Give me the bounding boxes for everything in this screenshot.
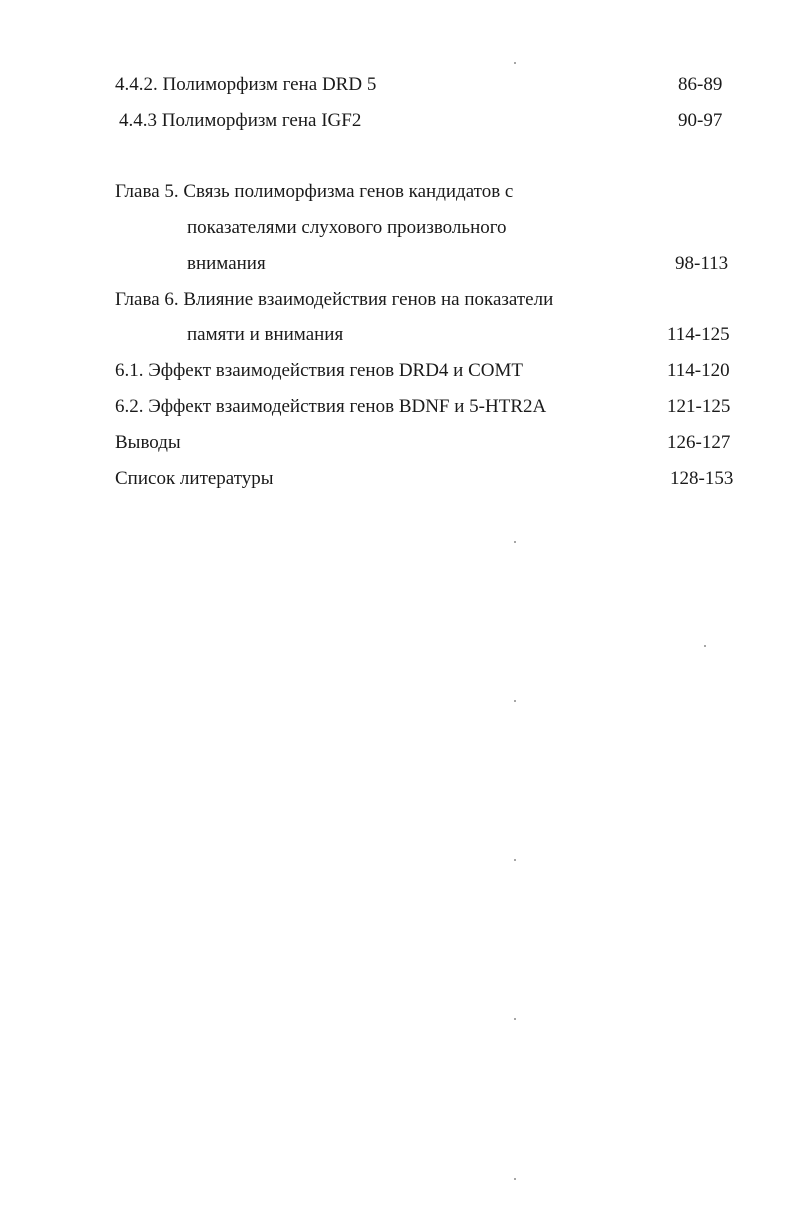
toc-entry-4-4-2-title: 4.4.2. Полиморфизм гена DRD 5 xyxy=(115,74,377,95)
scan-speck xyxy=(704,645,706,647)
scan-speck xyxy=(514,62,516,64)
toc-entry-4-4-3-title: 4.4.3 Полиморфизм гена IGF2 xyxy=(119,110,362,131)
toc-chapter-6-title-line-1: Глава 6. Влияние взаимодействия генов на показатели xyxy=(115,289,554,310)
toc-entry-4-4-2-pages: 86-89 xyxy=(678,74,723,95)
toc-entry-6-1-pages: 114-120 xyxy=(667,360,730,381)
toc-entry-6-1-title: 6.1. Эффект взаимодействия генов DRD4 и COMT xyxy=(115,360,523,381)
scan-speck xyxy=(514,700,516,702)
toc-entry-6-2-pages: 121-125 xyxy=(667,396,731,417)
scan-speck xyxy=(514,541,516,543)
toc-chapter-5-pages: 98-113 xyxy=(675,253,729,274)
toc-chapter-6-title-line-2: памяти и внимания xyxy=(187,324,344,345)
scan-speck xyxy=(514,859,516,861)
toc-conclusions-title: Выводы xyxy=(115,432,181,453)
toc-conclusions-pages: 126-127 xyxy=(667,432,731,453)
toc-chapter-5-title-line-3: внимания xyxy=(187,253,266,274)
toc-entry-4-4-3-pages: 90-97 xyxy=(678,110,723,131)
toc-chapter-5-title-line-1: Глава 5. Связь полиморфизма генов кандидатов с xyxy=(115,181,514,202)
toc-references-pages: 128-153 xyxy=(670,468,734,489)
toc-references-title: Список литературы xyxy=(115,468,274,489)
toc-chapter-6-pages: 114-125 xyxy=(667,324,730,345)
scan-speck xyxy=(514,1018,516,1020)
toc-entry-6-2-title: 6.2. Эффект взаимодействия генов BDNF и 5-HTR2A xyxy=(115,396,547,417)
toc-chapter-5-title-line-2: показателями слухового произвольного xyxy=(187,217,507,238)
scan-speck xyxy=(514,1178,516,1180)
